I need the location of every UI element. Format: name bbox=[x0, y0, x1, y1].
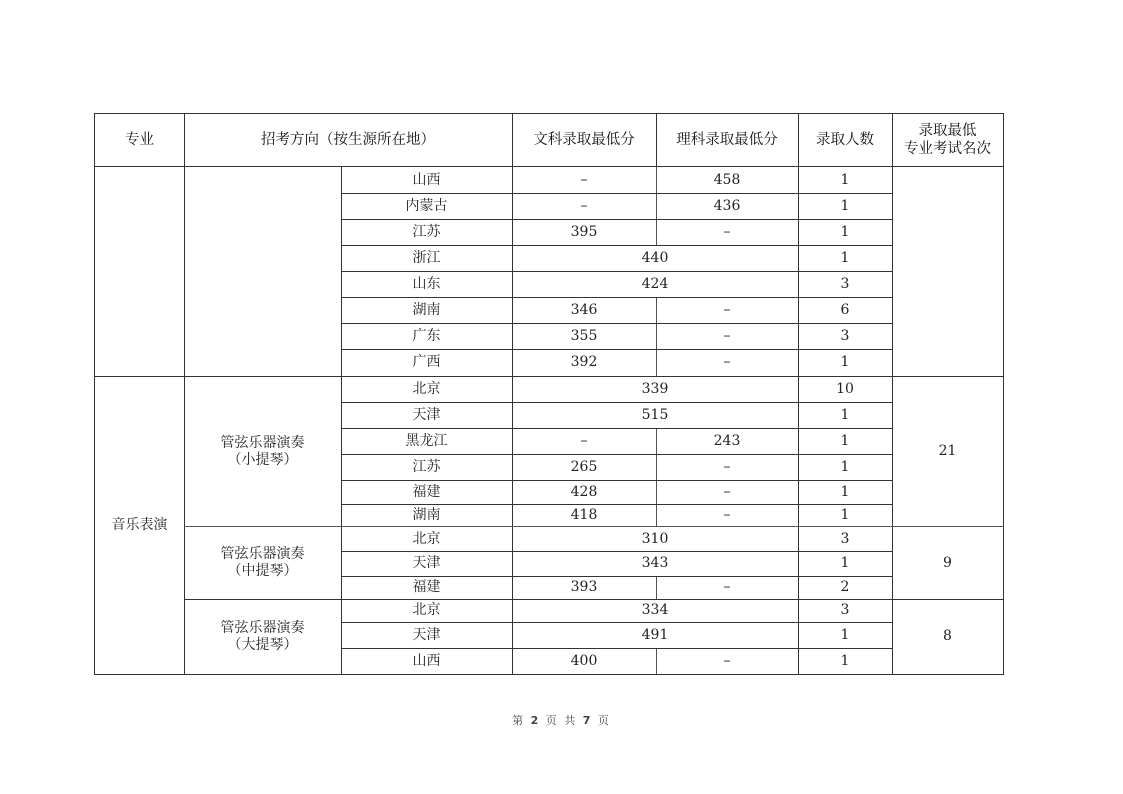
table-row-province: 湖南 bbox=[412, 301, 441, 318]
table-row-province: 福建 bbox=[412, 483, 441, 500]
table-row-province: 天津 bbox=[412, 555, 441, 572]
header-arts-min-score: 文科录取最低分 bbox=[533, 131, 635, 148]
footer-prefix: 第 bbox=[512, 714, 526, 727]
table-row-arts-score: – bbox=[580, 171, 588, 188]
row-line bbox=[341, 219, 892, 220]
row-line bbox=[341, 648, 892, 649]
group-divider bbox=[184, 599, 1004, 600]
table-row-science-score: – bbox=[723, 223, 731, 240]
table-row-science-score: – bbox=[723, 327, 731, 344]
table-row-science-score: – bbox=[723, 652, 731, 669]
direction-line2: （中提琴） bbox=[227, 563, 298, 579]
table-row-science-score: – bbox=[723, 579, 731, 596]
table-row-arts-score: 393 bbox=[570, 579, 598, 596]
total-pages-number: 7 bbox=[582, 714, 593, 727]
table-row-count: 1 bbox=[840, 223, 850, 240]
col-divider-major bbox=[184, 113, 185, 675]
major-music-performance: 音乐表演 bbox=[111, 516, 168, 533]
row-line bbox=[341, 622, 892, 623]
min-rank-violin: 21 bbox=[938, 443, 957, 460]
table-row-province: 浙江 bbox=[412, 249, 441, 266]
col-divider-arts-s1b bbox=[656, 297, 657, 376]
row-line bbox=[341, 551, 892, 552]
table-row-arts-score: 395 bbox=[570, 223, 598, 240]
table-row-science-score: 243 bbox=[713, 432, 741, 449]
table-row-merged-score: 424 bbox=[641, 275, 669, 292]
col-divider-arts-s2a bbox=[656, 428, 657, 527]
table-border-left bbox=[94, 113, 95, 675]
table-border-top bbox=[95, 113, 1004, 114]
table-row-count: 2 bbox=[840, 579, 850, 596]
table-row-merged-score: 310 bbox=[641, 530, 669, 547]
table-row-province: 江苏 bbox=[412, 458, 441, 475]
table-row-merged-score: 343 bbox=[641, 555, 669, 572]
table-border-bottom bbox=[95, 674, 1004, 675]
table-row-science-score: – bbox=[723, 507, 731, 524]
min-rank-cello: 8 bbox=[943, 628, 952, 645]
section-divider bbox=[95, 376, 1004, 377]
table-row-province: 广西 bbox=[412, 354, 441, 371]
row-line bbox=[341, 193, 892, 194]
table-row-province: 天津 bbox=[412, 626, 441, 643]
col-divider-direction bbox=[512, 113, 513, 167]
direction-viola bbox=[184, 527, 341, 599]
row-line bbox=[341, 576, 892, 577]
table-row-province: 北京 bbox=[412, 602, 441, 619]
table-row-count: 6 bbox=[840, 301, 850, 318]
current-page-number: 2 bbox=[530, 714, 541, 727]
min-rank-viola: 9 bbox=[943, 554, 952, 571]
table-row-province: 内蒙古 bbox=[405, 197, 448, 214]
direction-line1: 管弦乐器演奏 bbox=[220, 434, 305, 451]
row-line bbox=[341, 428, 892, 429]
direction-cello bbox=[184, 599, 341, 674]
table-row-province: 天津 bbox=[412, 406, 441, 423]
table-row-count: 1 bbox=[840, 626, 850, 643]
table-row-arts-score: 265 bbox=[570, 458, 598, 475]
group-divider bbox=[184, 526, 1004, 527]
header-major: 专业 bbox=[125, 131, 154, 148]
table-row-province: 湖南 bbox=[412, 507, 441, 524]
table-row-science-score: – bbox=[723, 458, 731, 475]
table-row-merged-score: 440 bbox=[641, 249, 669, 266]
table-row-science-score: – bbox=[723, 301, 731, 318]
table-row-count: 1 bbox=[840, 249, 850, 266]
direction-violin bbox=[184, 376, 341, 527]
table-row-province: 北京 bbox=[412, 380, 441, 397]
table-row-count: 1 bbox=[840, 555, 850, 572]
table-row-arts-score: 346 bbox=[570, 301, 598, 318]
table-row-count: 3 bbox=[840, 602, 850, 619]
table-row-province: 福建 bbox=[412, 579, 441, 596]
row-line bbox=[341, 349, 892, 350]
table-row-arts-score: 392 bbox=[570, 354, 598, 371]
header-direction: 招考方向（按生源所在地） bbox=[261, 131, 435, 148]
row-line bbox=[341, 323, 892, 324]
direction-line1: 管弦乐器演奏 bbox=[220, 546, 305, 563]
header-science-min-score: 理科录取最低分 bbox=[676, 131, 778, 148]
table-row-province: 北京 bbox=[412, 530, 441, 547]
header-divider bbox=[95, 166, 1004, 167]
header-min-rank-line1: 录取最低 bbox=[918, 123, 977, 140]
row-line bbox=[341, 454, 892, 455]
page-footer bbox=[0, 712, 1123, 728]
col-divider-count bbox=[892, 113, 893, 675]
table-row-merged-score: 515 bbox=[641, 406, 669, 423]
table-row-province: 广东 bbox=[412, 327, 441, 344]
table-row-count: 1 bbox=[840, 507, 850, 524]
table-row-count: 3 bbox=[840, 530, 850, 547]
direction-line2: （小提琴） bbox=[227, 451, 298, 468]
table-row-science-score: – bbox=[723, 354, 731, 371]
table-row-count: 1 bbox=[840, 171, 850, 188]
table-row-count: 1 bbox=[840, 354, 850, 371]
header-min-rank-line2: 专业考试名次 bbox=[904, 140, 991, 157]
row-line bbox=[341, 271, 892, 272]
table-row-count: 1 bbox=[840, 652, 850, 669]
header-min-rank bbox=[892, 114, 1003, 167]
table-row-arts-score: – bbox=[580, 432, 588, 449]
table-row-province: 山东 bbox=[412, 275, 441, 292]
table-row-science-score: 436 bbox=[713, 197, 741, 214]
table-row-arts-score: 400 bbox=[570, 652, 598, 669]
col-divider-arts-s2c bbox=[656, 648, 657, 674]
table-row-province: 山西 bbox=[412, 652, 441, 669]
row-line bbox=[341, 402, 892, 403]
footer-mid: 页 共 bbox=[545, 714, 578, 727]
table-row-province: 黑龙江 bbox=[405, 432, 448, 449]
table-row-count: 1 bbox=[840, 432, 850, 449]
row-line bbox=[341, 297, 892, 298]
col-divider-arts-s2b bbox=[656, 576, 657, 599]
table-row-count: 1 bbox=[840, 483, 850, 500]
table-row-count: 10 bbox=[836, 380, 854, 397]
table-border-right bbox=[1003, 113, 1004, 675]
table-row-science-score: 458 bbox=[713, 171, 741, 188]
table-row-merged-score: 334 bbox=[641, 602, 669, 619]
table-row-arts-score: 428 bbox=[570, 483, 598, 500]
direction-line2: （大提琴） bbox=[227, 636, 298, 653]
col-divider-arts-s1a bbox=[656, 167, 657, 245]
table-row-arts-score: 418 bbox=[570, 507, 598, 524]
table-row-count: 3 bbox=[840, 275, 850, 292]
row-line bbox=[341, 504, 892, 505]
table-row-province: 江苏 bbox=[412, 223, 441, 240]
table-row-count: 1 bbox=[840, 197, 850, 214]
table-row-count: 1 bbox=[840, 458, 850, 475]
table-row-merged-score: 339 bbox=[641, 380, 669, 397]
table-row-merged-score: 491 bbox=[641, 626, 669, 643]
col-divider-arts bbox=[656, 113, 657, 167]
table-row-arts-score: 355 bbox=[570, 327, 598, 344]
row-line bbox=[341, 245, 892, 246]
table-row-arts-score: – bbox=[580, 197, 588, 214]
table-row-province: 山西 bbox=[412, 171, 441, 188]
direction-line1: 管弦乐器演奏 bbox=[220, 619, 305, 636]
table-row-count: 1 bbox=[840, 406, 850, 423]
table-row-count: 3 bbox=[840, 327, 850, 344]
footer-suffix: 页 bbox=[597, 714, 611, 727]
table-row-science-score: – bbox=[723, 483, 731, 500]
row-line bbox=[341, 480, 892, 481]
col-divider-science bbox=[798, 113, 799, 675]
header-admitted-count: 录取人数 bbox=[816, 131, 874, 148]
